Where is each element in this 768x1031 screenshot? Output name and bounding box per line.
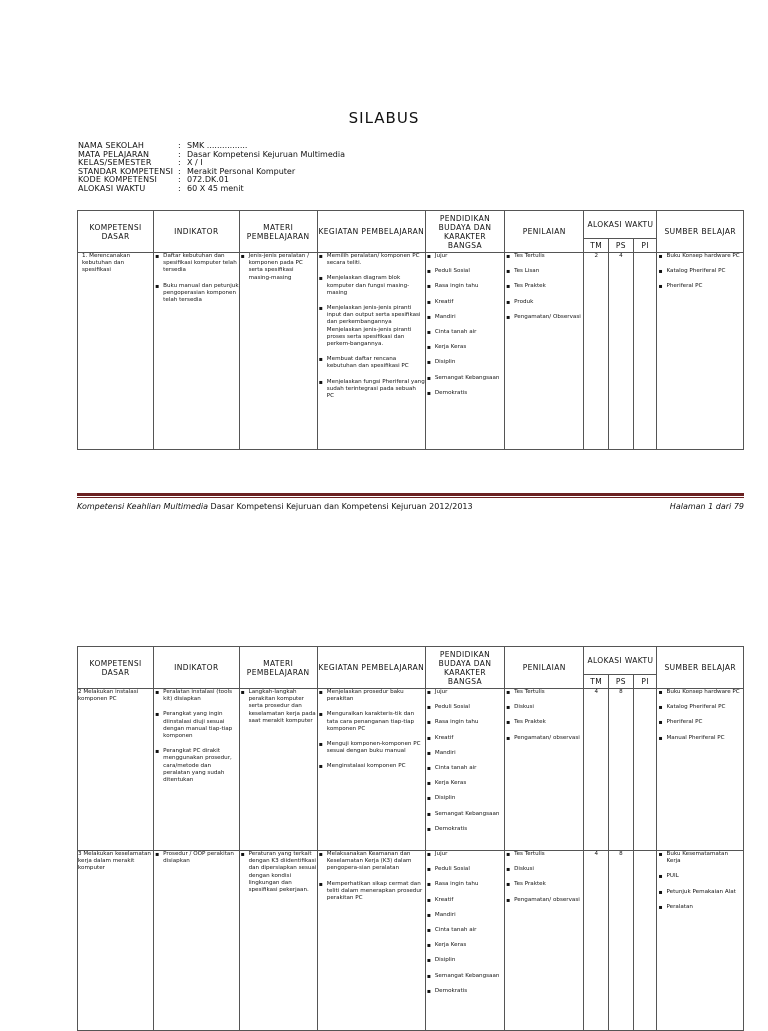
tm-value: 4 [584, 689, 609, 851]
list-item: ▪ Katalog Pheriferal PC [657, 268, 743, 275]
list-item: ▪ Jujur [426, 253, 504, 260]
list-item: ▪ Tes Praktek [505, 881, 583, 888]
list-item: ▪ Peraturan yang terkait dengan K3 diidentifikasi dan dipersiapkan sesuai dengan kondisi lingkungan dan spesifikasi pekerjaan. [240, 851, 317, 894]
materi-cell [239, 851, 317, 1031]
list-item: ▪ Tes Praktek [505, 719, 583, 726]
kd-cell: 1. Merencanakan kebutuhan dan spesifikasi [78, 253, 154, 450]
page-footer [77, 502, 744, 511]
karakter-cell [425, 689, 504, 851]
list-item: ▪ Buku manual dan petunjuk pengoperasian komponen telah tersedia [154, 283, 238, 305]
list-item: ▪ Pengamatan/ Observasi [505, 314, 583, 321]
document-title: SILABUS [348, 109, 420, 127]
list-item: ▪ Menjelaskan prosedur baku perakitan [318, 689, 425, 703]
footer-rule [77, 493, 744, 496]
tm-value: 4 [584, 851, 609, 1031]
header-sumber-belajar: SUMBER BELAJAR [657, 211, 744, 253]
header-kompetensi-dasar: KOMPETENSI DASAR [78, 647, 154, 689]
header-ps: PS [609, 675, 634, 689]
list-item: ▪ Memilih peralatan/ komponen PC secara teliti. [318, 253, 425, 267]
penilaian-cell [505, 253, 584, 450]
ps-value: 8 [609, 851, 634, 1031]
list-item: ▪ Langkah-langkah perakitan komputer serta prosedur dan keselamatan kerja pada saat merakit komputer [240, 689, 317, 725]
list-item: ▪ Peduli Sosial [426, 704, 504, 711]
list-item: ▪ Kerja Keras [426, 780, 504, 787]
list-item: ▪ Produk [505, 299, 583, 306]
list-item: ▪ Tes Tertulis [505, 689, 583, 696]
list-item: ▪ Tes Lisan [505, 268, 583, 275]
header-pendidikan-karakter: PENDIDIKAN BUDAYA DAN KARAKTER BANGSA [425, 211, 504, 253]
header-indikator: INDIKATOR [154, 647, 239, 689]
list-item: ▪ Melaksanakan Keamanan dan Keselamatan Kerja (K3) dalam pengopera-sian peralatan [318, 851, 425, 873]
identity-block [78, 142, 345, 194]
list-item: ▪ Diskusi [505, 704, 583, 711]
list-item: ▪ Disiplin [426, 795, 504, 802]
header-pi: PI [633, 675, 657, 689]
syllabus-table-page1 [77, 210, 744, 450]
list-item: ▪ Buku Konsep hardware PC [657, 689, 743, 696]
header-kegiatan: KEGIATAN PEMBELAJARAN [317, 647, 425, 689]
list-item: ▪ Rasa ingin tahu [426, 283, 504, 290]
list-item: ▪ Semangat Kebangsaan [426, 973, 504, 980]
list-item: ▪ Petunjuk Pemakaian Alat [657, 889, 743, 896]
ps-value: 4 [609, 253, 634, 450]
header-materi: MATERI PEMBELAJARAN [239, 647, 317, 689]
kd-cell: 2 Melakukan instalasi komponen PC [78, 689, 154, 851]
list-item: ▪ Memperhatikan sikap cermat dan teliti dalam menerapkan prosedur perakitan PC [318, 881, 425, 903]
indikator-cell [154, 689, 239, 851]
list-item: ▪ Katalog Pheriferal PC [657, 704, 743, 711]
tm-value: 2 [584, 253, 609, 450]
info-row: MATA PELAJARAN : Dasar Kompetensi Kejuruan Multimedia [78, 149, 345, 159]
list-item: ▪ Kreatif [426, 299, 504, 306]
info-row: STANDAR KOMPETENSI : Merakit Personal Komputer [78, 166, 296, 176]
header-pi: PI [633, 239, 657, 253]
info-row: KELAS/SEMESTER : X / I [78, 158, 203, 168]
pi-value [633, 253, 657, 450]
list-item: ▪ Menjelaskan diagram blok komputer dan fungsi masing-masing [318, 275, 425, 297]
list-item: ▪ Kerja Keras [426, 344, 504, 351]
header-penilaian: PENILAIAN [505, 647, 584, 689]
list-item: ▪ Rasa ingin tahu [426, 881, 504, 888]
list-item: ▪ Demokratis [426, 390, 504, 397]
list-item: ▪ Tes Praktek [505, 283, 583, 290]
karakter-cell [425, 253, 504, 450]
list-item: ▪ Mandiri [426, 912, 504, 919]
list-item: ▪ Demokratis [426, 988, 504, 995]
list-item: ▪ Perangkat yang ingin diinstalasi diuji sesuai dengan manual tiap-tiap komponen [154, 711, 238, 740]
header-tm: TM [584, 239, 609, 253]
list-item: ▪ Mandiri [426, 314, 504, 321]
list-item: ▪ Tes Tertulis [505, 851, 583, 858]
list-item: ▪ Menjelaskan jenis-jenis piranti input dan output serta spesifikasi dan perkembangannya Menjelaskan jenis-jenis piranti proses serta spesifikasi dan perkem-bangannya. [318, 305, 425, 348]
penilaian-cell [505, 851, 584, 1031]
header-sumber-belajar: SUMBER BELAJAR [657, 647, 744, 689]
indikator-cell [154, 851, 239, 1031]
list-item: ▪ Kreatif [426, 897, 504, 904]
list-item: ▪ Pheriferal PC [657, 283, 743, 290]
syllabus-table-page2 [77, 646, 744, 1031]
list-item: ▪ PUIL [657, 873, 743, 880]
pi-value [633, 689, 657, 851]
list-item: ▪ Semangat Kebangsaan [426, 375, 504, 382]
list-item: ▪ Jujur [426, 851, 504, 858]
list-item: ▪ Disiplin [426, 957, 504, 964]
list-item: ▪ Menginstalasi komponen PC [318, 763, 425, 770]
pi-value [633, 851, 657, 1031]
kegiatan-cell [317, 689, 425, 851]
header-alokasi-waktu: ALOKASI WAKTU [584, 211, 657, 239]
list-item: ▪ Tes Tertulis [505, 253, 583, 260]
karakter-cell [425, 851, 504, 1031]
list-item: ▪ Pengamatan/ observasi [505, 735, 583, 742]
footer-page-number: Halaman 1 dari 79 [669, 502, 744, 511]
list-item: ▪ Menguraikan karakteris-tik dan tata cara penanganan tiap-tiap komponen PC [318, 711, 425, 733]
list-item: ▪ Buku Konsep hardware PC [657, 253, 743, 260]
list-item: ▪ Membuat daftar rencana kebutuhan dan spesifikasi PC [318, 356, 425, 370]
header-tm: TM [584, 675, 609, 689]
sumber-cell [657, 851, 744, 1031]
list-item: ▪ Cinta tanah air [426, 927, 504, 934]
list-item: ▪ Menguji komponen-komponen PC sesuai dengan buku manual [318, 741, 425, 755]
list-item: ▪ Rasa ingin tahu [426, 719, 504, 726]
materi-cell [239, 689, 317, 851]
footer-program: Kompetensi Keahlian Multimedia Dasar Kompetensi Kejuruan dan Kompetensi Kejuruan 2012/2013 [77, 502, 473, 511]
list-item: ▪ Peralatan instalasi (tools kit) disiapkan [154, 689, 238, 703]
list-item: ▪ Daftar kebutuhan dan spesifikasi komputer telah tersedia [154, 253, 238, 275]
list-item: ▪ Mandiri [426, 750, 504, 757]
list-item: ▪ Cinta tanah air [426, 765, 504, 772]
list-item: ▪ Cinta tanah air [426, 329, 504, 336]
kegiatan-cell [317, 851, 425, 1031]
list-item: ▪ Disiplin [426, 359, 504, 366]
list-item: ▪ Kerja Keras [426, 942, 504, 949]
kegiatan-cell [317, 253, 425, 450]
header-alokasi-waktu: ALOKASI WAKTU [584, 647, 657, 675]
list-item: ▪ Jenis-jenis peralatan / komponen pada PC serta spesifikasi masing-masing [240, 253, 317, 282]
sumber-cell [657, 253, 744, 450]
header-penilaian: PENILAIAN [505, 211, 584, 253]
list-item: ▪ Buku Kesematamatan Kerja [657, 851, 743, 865]
list-item: ▪ Manual Pheriferal PC [657, 735, 743, 742]
sumber-cell [657, 689, 744, 851]
info-row: KODE KOMPETENSI : 072.DK.01 [78, 175, 229, 185]
penilaian-cell [505, 689, 584, 851]
list-item: ▪ Kreatif [426, 735, 504, 742]
list-item: ▪ Pengamatan/ observasi [505, 897, 583, 904]
materi-cell [239, 253, 317, 450]
indikator-cell [154, 253, 239, 450]
header-indikator: INDIKATOR [154, 211, 239, 253]
list-item: ▪ Menjelaskan fungsi Pheriferal yang sudah terintegrasi pada sebuah PC [318, 379, 425, 401]
footer-rule-thin [77, 497, 744, 498]
list-item: ▪ Demokratis [426, 826, 504, 833]
info-row: ALOKASI WAKTU : 60 X 45 menit [78, 183, 244, 193]
list-item: ▪ Prosedur / OOP perakitan disiapkan [154, 851, 238, 865]
list-item: ▪ Peralatan [657, 904, 743, 911]
list-item: ▪ Peduli Sosial [426, 268, 504, 275]
header-kegiatan: KEGIATAN PEMBELAJARAN [317, 211, 425, 253]
list-item: ▪ Diskusi [505, 866, 583, 873]
header-kompetensi-dasar: KOMPETENSI DASAR [78, 211, 154, 253]
header-materi: MATERI PEMBELAJARAN [239, 211, 317, 253]
kd-cell: 3 Melakukan keselamatan kerja dalam merakit komputer [78, 851, 154, 1031]
list-item: ▪ Peduli Sosial [426, 866, 504, 873]
header-pendidikan-karakter: PENDIDIKAN BUDAYA DAN KARAKTER BANGSA [425, 647, 504, 689]
info-row: NAMA SEKOLAH : SMK ................ [78, 141, 248, 150]
list-item: ▪ Pheriferal PC [657, 719, 743, 726]
header-ps: PS [609, 239, 634, 253]
list-item: ▪ Semangat Kebangsaan [426, 811, 504, 818]
list-item: ▪ Jujur [426, 689, 504, 696]
list-item: ▪ Perangkat PC dirakit menggunakan prosedur, cara/metode dan peralatan yang sudah ditentukan [154, 748, 238, 784]
ps-value: 8 [609, 689, 634, 851]
